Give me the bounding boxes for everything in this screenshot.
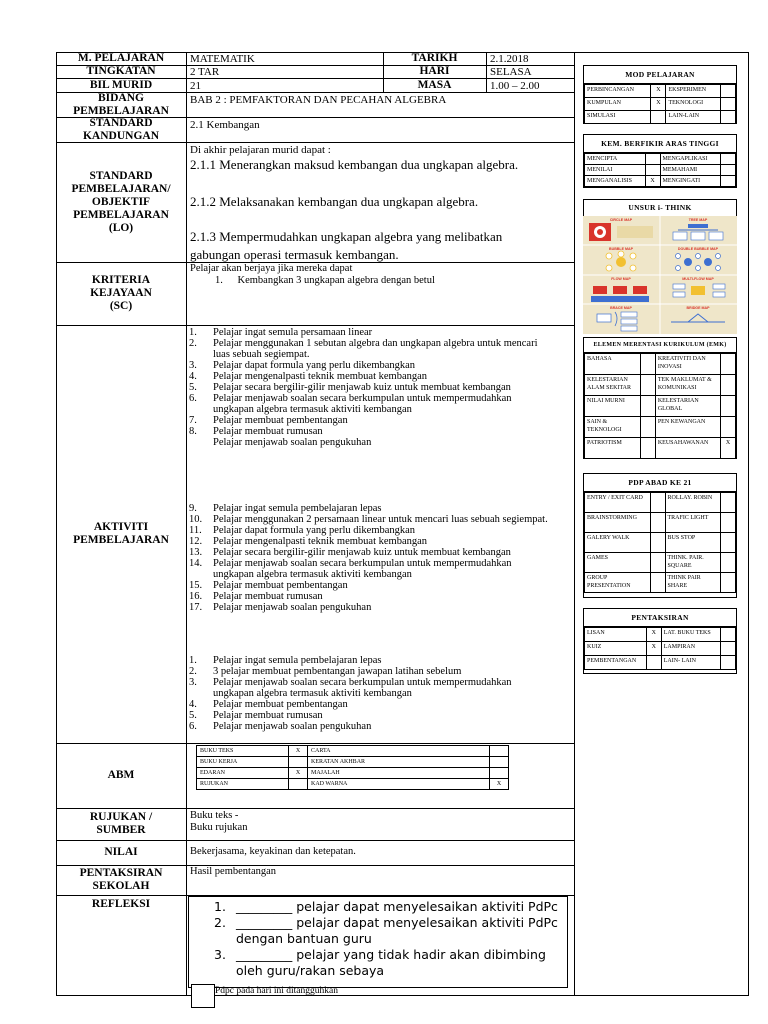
item-cell: MAJALAH: [308, 768, 490, 779]
right-panel-divider: [574, 52, 575, 996]
check-cell[interactable]: [645, 154, 660, 165]
item-cell: PEMBENTANGAN: [585, 656, 647, 670]
check-cell[interactable]: [645, 165, 660, 176]
item-cell: SAIN & TEKNOLOGI: [585, 417, 641, 438]
check-cell[interactable]: [721, 628, 736, 642]
header-divider-2: [486, 52, 487, 92]
brace-map-icon: [615, 312, 617, 326]
mod-pelajaran-box: [583, 65, 737, 124]
check-cell[interactable]: [721, 513, 736, 533]
references-label: RUJUKAN / SUMBER: [89, 811, 153, 836]
learning-standard-label: STANDARD PEMBELAJARAN/ OBJEKTIF PEMBELAJARAN (LO): [71, 169, 171, 234]
map-label: BRIDGE MAP: [686, 306, 710, 310]
table-row: [585, 628, 736, 642]
emk-title: ELEMEN MERENTASI KURIKULUM (EMK): [584, 338, 736, 353]
double-bubble-map-icon: [716, 254, 721, 259]
table-row: [585, 438, 736, 459]
activity-item: 15. Pelajar membuat pembentangan: [189, 580, 348, 591]
pdp21-table: [584, 492, 736, 593]
activity-item: 6. Pelajar menjawab soalan pengukuhan: [189, 721, 372, 732]
item-cell: THINK. PAIR. SQUARE: [665, 553, 720, 573]
item-cell: BUKU KERJA: [197, 757, 289, 768]
check-cell[interactable]: X: [721, 438, 736, 459]
item-cell: MENCIPTA: [585, 154, 646, 165]
check-cell[interactable]: [721, 165, 736, 176]
check-cell[interactable]: [650, 573, 665, 593]
activity-item: 7. Pelajar membuat pembentangan: [189, 415, 348, 426]
map-label: FLOW MAP: [611, 277, 631, 281]
check-cell[interactable]: [721, 553, 736, 573]
kbat-table: [584, 153, 736, 187]
check-cell[interactable]: [640, 438, 655, 459]
activity-item: 1. Pelajar ingat semula pembelajaran lepas: [189, 655, 382, 666]
school-assessment-value: Hasil pembentangan: [190, 866, 277, 877]
item-cell: BRAINSTORMING: [585, 513, 651, 533]
table-row: [585, 642, 736, 656]
mod-pelajaran-table: [584, 84, 736, 124]
reflection-label: REFLEKSI: [91, 897, 151, 910]
tree-map-icon: [709, 232, 723, 240]
subject-label: M. PELAJARAN: [77, 52, 165, 64]
check-cell[interactable]: X: [289, 746, 308, 757]
table-row: [197, 779, 509, 790]
activity-item: 13. Pelajar secara bergilir-gilir menjawab kuiz untuk membuat kembangan: [189, 547, 511, 558]
check-cell[interactable]: [651, 111, 666, 124]
criteria-item: 1. Kembangkan 3 ungkapan algebra dengan betul: [215, 275, 435, 286]
time-label: MASA: [417, 78, 452, 91]
content-standard-value: 2.1 Kembangan: [190, 119, 260, 131]
postpone-checkbox[interactable]: [191, 984, 215, 1008]
table-row: [585, 154, 736, 165]
item-cell: LAMPIRAN: [661, 642, 720, 656]
objective-2: 2.1.2 Melaksanakan kembangan dua ungkapan algebra.: [190, 194, 479, 209]
check-cell[interactable]: [646, 656, 661, 670]
check-cell[interactable]: [721, 656, 736, 670]
item-cell: MENGANALISIS: [585, 176, 646, 187]
table-row: [585, 656, 736, 670]
bubble-map-icon: [630, 265, 636, 271]
double-bubble-map-icon: [716, 266, 721, 271]
map-label: BRACE MAP: [610, 306, 632, 310]
multi-flow-map-icon: [673, 284, 685, 289]
item-cell: LAIN-LAIN: [666, 111, 721, 124]
circle-map-icon: [617, 226, 653, 238]
item-cell: GROUP PRESENTATION: [585, 573, 651, 593]
check-cell[interactable]: [289, 779, 308, 790]
map-label: TREE MAP: [688, 218, 708, 222]
item-cell: BUKU TEKS: [197, 746, 289, 757]
objective-3: 2.1.3 Mempermudahkan ungkapan algebra yang melibatkan gabungan operasi termasuk kembangan.: [190, 229, 503, 262]
double-bubble-map-icon: [676, 266, 681, 271]
circle-map-icon: [597, 229, 603, 235]
bubble-map-icon: [616, 257, 626, 267]
item-cell: PEN KEWANGAN: [655, 417, 720, 438]
item-cell: BAHASA: [585, 354, 641, 375]
check-cell[interactable]: [490, 768, 509, 779]
check-cell[interactable]: [640, 354, 655, 375]
bubble-map-icon: [618, 251, 624, 257]
item-cell: EDARAN: [197, 768, 289, 779]
item-cell: TEKNOLOGI: [666, 98, 721, 111]
check-cell[interactable]: [721, 533, 736, 553]
item-cell: LAIN- LAIN: [661, 656, 720, 670]
emk-table: [584, 353, 736, 459]
day-value: SELASA: [490, 66, 532, 78]
item-cell: SIMULASI: [585, 111, 651, 124]
student-count-value: 21: [190, 80, 201, 92]
item-cell: MEMAHAMI: [660, 165, 721, 176]
criteria-intro: Pelajar akan berjaya jika mereka dapat: [190, 263, 353, 274]
check-cell[interactable]: [721, 98, 736, 111]
flow-map-icon: [613, 286, 627, 294]
item-cell: KUMPULAN: [585, 98, 651, 111]
references-value: Buku teks - Buku rujukan: [190, 810, 248, 833]
activity-item: 2. 3 pelajar membuat pembentangan jawapan latihan sebelum: [189, 666, 462, 677]
check-cell[interactable]: [721, 354, 736, 375]
reflection-item: 3. _________ pelajar yang tidak hadir akan dibimbing oleh guru/rakan sebaya: [214, 947, 546, 978]
check-cell[interactable]: [721, 493, 736, 513]
brace-map-icon: [621, 319, 637, 324]
activity-item: 4. Pelajar mengenalpasti teknik membuat kembangan: [189, 371, 428, 382]
table-row: [585, 111, 736, 124]
form-value: 2 TAR: [190, 66, 220, 78]
check-cell[interactable]: [721, 642, 736, 656]
activity-item: 6. Pelajar menjawab soalan secara berkumpulan untuk mempermudahkan ungkapan algebra termasuk aktiviti kembangan: [189, 393, 512, 415]
item-cell: KREATIVITI DAN INOVASI: [655, 354, 720, 375]
brace-map-icon: [597, 314, 611, 322]
activity-item: 1. Pelajar ingat semula persamaan linear: [189, 327, 373, 338]
bubble-map-icon: [606, 253, 612, 259]
multi-flow-map-icon: [713, 292, 725, 297]
item-cell: NILAI MURNI: [585, 396, 641, 417]
item-cell: PERBINCANGAN: [585, 85, 651, 98]
bubble-map-icon: [630, 253, 636, 259]
assessment-box: [583, 608, 737, 674]
item-cell: EKSPERIMEN: [666, 85, 721, 98]
school-assessment-label: PENTAKSIRAN SEKOLAH: [79, 867, 163, 892]
date-value: 2.1.2018: [490, 53, 529, 65]
date-label: TARIKH: [411, 52, 458, 64]
form-label: TINGKATAN: [86, 65, 156, 77]
item-cell: THINK PAIR SHARE: [665, 573, 720, 593]
learning-area-label: BIDANG PEMBELAJARAN: [73, 91, 169, 117]
activity-list-1: [189, 327, 549, 448]
activity-item: 5. Pelajar membuat rumusan: [189, 710, 323, 721]
flow-map-icon: [633, 286, 647, 294]
item-cell: RUJUKAN: [197, 779, 289, 790]
time-value: 1.00 – 2.00: [490, 80, 540, 92]
check-cell[interactable]: X: [289, 768, 308, 779]
activity-item: 2. Pelajar menggunakan 1 sebutan algebra dan ungkapan algebra untuk mencari luas sebuah segiempat.: [189, 338, 538, 360]
activity-list-3: [189, 655, 549, 732]
activity-item: 14. Pelajar menjawab soalan secara berkumpulan untuk mempermudahkan ungkapan algebra termasuk aktiviti kembangan: [189, 558, 512, 580]
item-cell: LISAN: [585, 628, 647, 642]
check-cell[interactable]: X: [651, 98, 666, 111]
table-row: [585, 85, 736, 98]
check-cell[interactable]: [721, 111, 736, 124]
check-cell[interactable]: X: [490, 779, 509, 790]
check-cell[interactable]: [289, 757, 308, 768]
mod-pelajaran-title: MOD PELAJARAN: [584, 66, 736, 84]
bridge-map-icon: [688, 314, 708, 322]
subject-value: MATEMATIK: [190, 53, 255, 65]
activity-item: 4. Pelajar membuat pembentangan: [189, 699, 348, 710]
table-row: [585, 354, 736, 375]
table-row: [197, 768, 509, 779]
reflection-item: 1. _________ pelajar dapat menyelesaikan aktiviti PdPc: [214, 899, 558, 914]
activity-item: 10. Pelajar menggunakan 2 persamaan linear untuk mencari luas sebuah segiempat.: [189, 514, 548, 525]
check-cell[interactable]: X: [646, 628, 661, 642]
activity-item: 8. Pelajar membuat rumusan: [189, 426, 323, 437]
ithink-maps-image: [583, 216, 737, 334]
activity-list-2: [189, 503, 549, 613]
check-cell[interactable]: [721, 176, 736, 187]
item-cell: KELESTARIAN ALAM SEKITAR: [585, 375, 641, 396]
table-row: [585, 165, 736, 176]
item-cell: MENGAPLIKASI: [660, 154, 721, 165]
map-label: BUBBLE MAP: [609, 247, 633, 251]
double-bubble-map-icon: [696, 254, 701, 259]
table-row: [585, 417, 736, 438]
activity-item: 3. Pelajar menjawab soalan secara berkumpulan untuk mempermudahkan ungkapan algebra termasuk aktiviti kembangan: [189, 677, 512, 699]
student-count-label: BIL MURID: [89, 78, 153, 91]
map-label: CIRCLE MAP: [609, 218, 633, 222]
table-row: [585, 573, 736, 593]
assessment-title: PENTAKSIRAN: [584, 609, 736, 627]
item-cell: MENGINGATI: [660, 176, 721, 187]
activity-item: 5. Pelajar secara bergilir-gilir menjawab kuiz untuk membuat kembangan: [189, 382, 511, 393]
activity-item: 16. Pelajar membuat rumusan: [189, 591, 323, 602]
check-cell[interactable]: X: [645, 176, 660, 187]
check-cell[interactable]: [721, 417, 736, 438]
content-standard-label: STANDARD KANDUNGAN: [82, 116, 160, 142]
kbat-title: KEM. BERFIKIR ARAS TINGGI: [584, 135, 736, 153]
check-cell[interactable]: [721, 375, 736, 396]
postpone-text: Pdpc pada hari ini ditangguhkan: [215, 986, 338, 996]
item-cell: TEK MAKLUMAT & KOMUNIKASI: [655, 375, 720, 396]
table-row: [585, 513, 736, 533]
double-bubble-map-icon: [684, 258, 692, 266]
item-cell: KAD WARNA: [308, 779, 490, 790]
item-cell: PATRIOTISM: [585, 438, 641, 459]
tree-map-icon: [691, 232, 705, 240]
values-label: NILAI: [104, 846, 138, 858]
item-cell: KERATAN AKHBAR: [308, 757, 490, 768]
item-cell: KELESTARIAN GLOBAL: [655, 396, 720, 417]
activity-item: Pelajar menjawab soalan pengukuhan: [213, 437, 372, 448]
ithink-maps-svg: [583, 216, 737, 334]
item-cell: KUIZ: [585, 642, 647, 656]
label-column-divider: [186, 52, 187, 996]
kbat-box: [583, 134, 737, 188]
item-cell: BUS STOP: [665, 533, 720, 553]
table-row: [585, 533, 736, 553]
check-cell[interactable]: [640, 375, 655, 396]
item-cell: GAMES: [585, 553, 651, 573]
table-row: [585, 553, 736, 573]
check-cell[interactable]: [650, 533, 665, 553]
check-cell[interactable]: [721, 396, 736, 417]
check-cell[interactable]: [640, 417, 655, 438]
table-row: [197, 746, 509, 757]
item-cell: LAT. BUKU TEKS: [661, 628, 720, 642]
item-cell: MENILAI: [585, 165, 646, 176]
map-label: DOUBLE BUBBLE MAP: [677, 247, 719, 251]
check-cell[interactable]: [721, 573, 736, 593]
activity-item: 11. Pelajar dapat formula yang perlu dikembangkan: [189, 525, 416, 536]
emk-box: [583, 337, 737, 459]
flow-map-icon: [593, 286, 607, 294]
tree-map-icon: [688, 224, 708, 228]
ithink-box: [583, 199, 737, 217]
objective-intro: Di akhir pelajaran murid dapat :: [190, 144, 331, 156]
table-row: [585, 98, 736, 111]
pdp21-box: [583, 473, 737, 598]
item-cell: ROLLAY. ROBIN: [665, 493, 720, 513]
check-cell[interactable]: [650, 513, 665, 533]
table-row: [585, 493, 736, 513]
table-row: [197, 757, 509, 768]
multi-flow-map-icon: [691, 286, 705, 295]
check-cell[interactable]: [721, 85, 736, 98]
double-bubble-map-icon: [676, 254, 681, 259]
item-cell: GALERY WALK: [585, 533, 651, 553]
check-cell[interactable]: [650, 493, 665, 513]
multi-flow-map-icon: [673, 292, 685, 297]
check-cell[interactable]: X: [651, 85, 666, 98]
bubble-map-icon: [606, 265, 612, 271]
check-cell[interactable]: [640, 396, 655, 417]
multi-flow-map-icon: [713, 284, 725, 289]
teaching-aids-label: ABM: [107, 769, 135, 781]
activity-item: 17. Pelajar menjawab soalan pengukuhan: [189, 602, 372, 613]
pdp21-title: PDP ABAD KE 21: [584, 474, 736, 492]
activity-item: 12. Pelajar mengenalpasti teknik membuat kembangan: [189, 536, 428, 547]
double-bubble-map-icon: [704, 258, 712, 266]
ithink-title: UNSUR i- THINK: [628, 203, 692, 212]
values-value: Bekerjasama, keyakinan dan ketepatan.: [190, 846, 356, 857]
table-row: [585, 396, 736, 417]
check-cell[interactable]: [650, 553, 665, 573]
check-cell[interactable]: X: [646, 642, 661, 656]
activity-item: 9. Pelajar ingat semula pembelajaran lepas: [189, 503, 382, 514]
table-row: [585, 375, 736, 396]
item-cell: KEUSAHAWANAN: [655, 438, 720, 459]
objective-1: 2.1.1 Menerangkan maksud kembangan dua ungkapan algebra.: [190, 157, 519, 172]
table-row: [585, 176, 736, 187]
check-cell[interactable]: [721, 154, 736, 165]
check-cell[interactable]: [490, 746, 509, 757]
tree-map-icon: [673, 232, 687, 240]
brace-map-icon: [621, 312, 637, 317]
activities-label: AKTIVITI PEMBELAJARAN: [73, 521, 169, 546]
activity-item: 3. Pelajar dapat formula yang perlu dikembangkan: [189, 360, 416, 371]
reflection-item: 2. _________ pelajar dapat menyelesaikan aktiviti PdPc dengan bantuan guru: [214, 915, 558, 946]
item-cell: TRAFIC LIGHT: [665, 513, 720, 533]
day-label: HARI: [419, 65, 450, 77]
reflection-list: [214, 899, 566, 979]
success-criteria-label: KRITERIA KEJAYAAN (SC): [90, 274, 152, 312]
double-bubble-map-icon: [696, 266, 701, 271]
assessment-table: [584, 627, 736, 670]
flow-map-icon: [591, 296, 649, 302]
item-cell: CARTA: [308, 746, 490, 757]
check-cell[interactable]: [490, 757, 509, 768]
map-label: MULTI-FLOW MAP: [682, 277, 714, 281]
brace-map-icon: [621, 326, 637, 331]
learning-area-value: BAB 2 : PEMFAKTORAN DAN PECAHAN ALGEBRA: [190, 94, 447, 106]
teaching-aids-table: [196, 745, 509, 790]
item-cell: ENTRY / EXIT CARD: [585, 493, 651, 513]
